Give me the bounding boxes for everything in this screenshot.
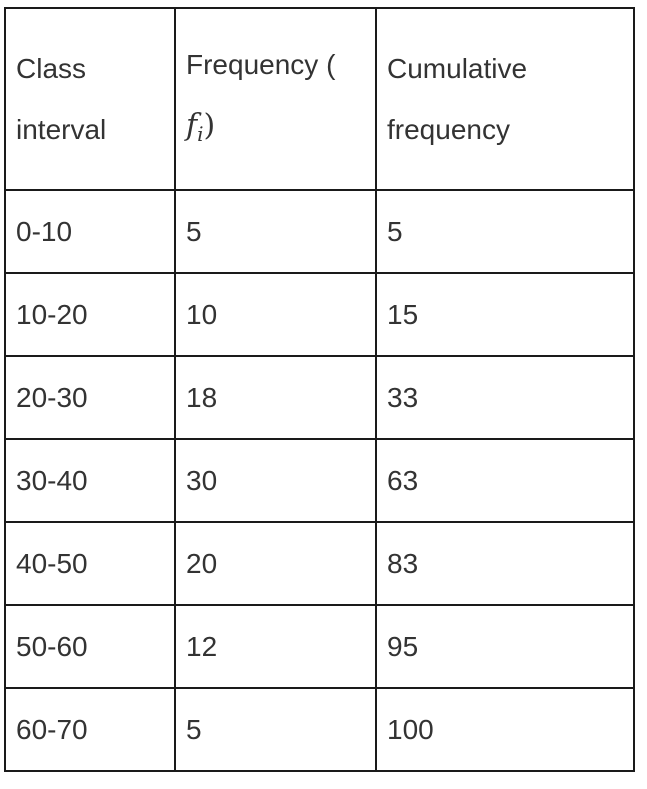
cell-frequency: 20 — [175, 522, 376, 605]
table-row — [5, 356, 634, 439]
frequency-subscript: i — [197, 121, 204, 146]
cell-frequency: 10 — [175, 273, 376, 356]
cell-cumulative: 5 — [376, 190, 634, 273]
table-row — [5, 439, 634, 522]
cell-cumulative: 95 — [376, 605, 634, 688]
header-class-interval — [5, 8, 175, 190]
cell-frequency: 5 — [175, 190, 376, 273]
frequency-symbol: f — [186, 107, 198, 143]
table-row — [5, 190, 634, 273]
cell-interval: 40-50 — [5, 522, 175, 605]
cell-frequency: 18 — [175, 356, 376, 439]
cell-frequency: 30 — [175, 439, 376, 522]
header-frequency-formula — [186, 95, 365, 165]
cell-interval: 20-30 — [5, 356, 175, 439]
cell-cumulative: 63 — [376, 439, 634, 522]
table-row — [5, 522, 634, 605]
header-cumulative-line-2: frequency — [387, 114, 510, 145]
cell-cumulative: 33 — [376, 356, 634, 439]
header-frequency-line-1: Frequency ( — [186, 48, 336, 80]
cell-interval: 10-20 — [5, 273, 175, 356]
cell-frequency: 5 — [175, 688, 376, 771]
header-cumulative-frequency — [376, 8, 634, 190]
cell-cumulative: 100 — [376, 688, 634, 771]
cell-frequency: 12 — [175, 605, 376, 688]
header-cumulative-line-1: Cumulative — [387, 53, 528, 84]
header-class-interval-line-2: interval — [16, 114, 107, 145]
table-header — [5, 8, 634, 190]
cell-cumulative: 15 — [376, 273, 634, 356]
table-row — [5, 273, 634, 356]
cell-interval: 60-70 — [5, 688, 175, 771]
header-row — [5, 8, 634, 190]
header-frequency — [175, 8, 376, 190]
table-body — [5, 190, 634, 771]
frequency-table — [4, 7, 635, 772]
cell-interval: 0-10 — [5, 190, 175, 273]
cell-interval: 30-40 — [5, 439, 175, 522]
frequency-table-container — [4, 7, 633, 772]
frequency-close-paren: ) — [203, 107, 216, 143]
header-class-interval-line-1: Class — [16, 53, 87, 84]
table-row — [5, 688, 634, 771]
table-row — [5, 605, 634, 688]
cell-cumulative: 83 — [376, 522, 634, 605]
cell-interval: 50-60 — [5, 605, 175, 688]
